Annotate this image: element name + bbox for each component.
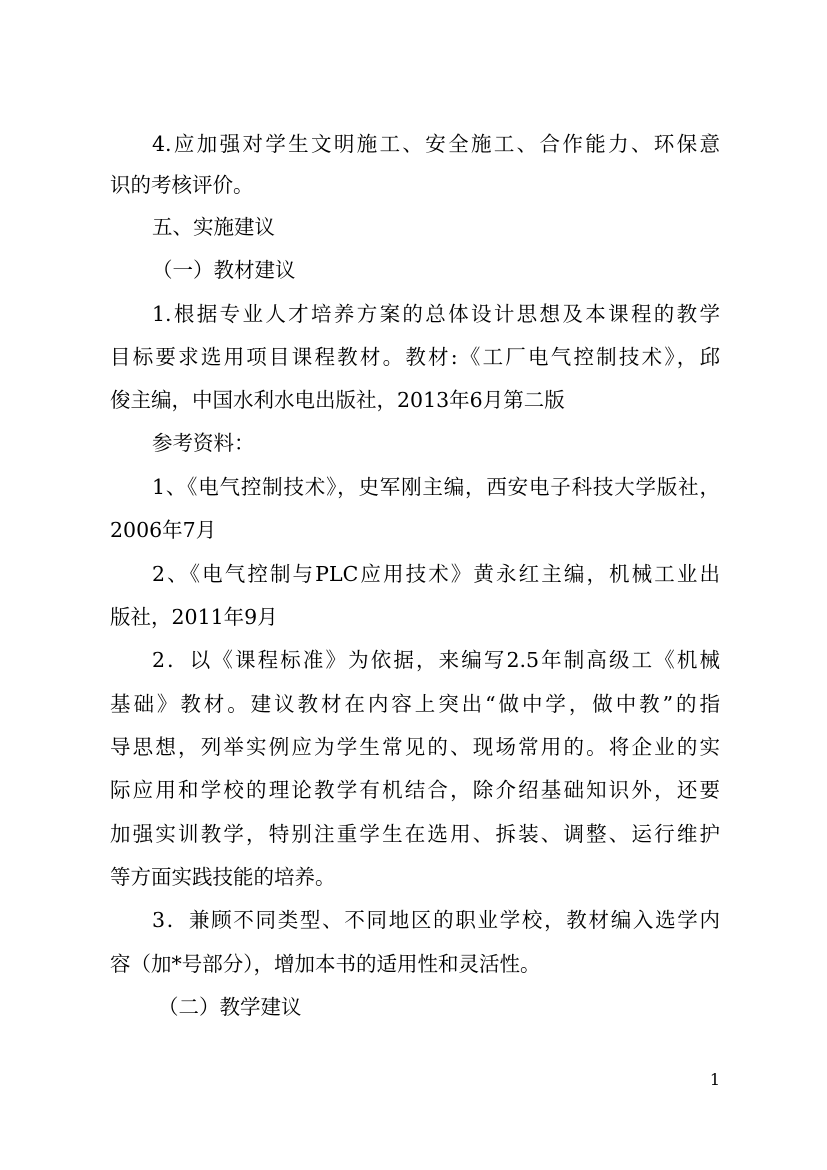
section-heading: 五、实施建议 (152, 215, 275, 239)
paragraph-line: 4.应加强对学生文明施工、安全施工、合作能力、环保意 (152, 132, 720, 156)
paragraph-line: 导思想，列举实例应为学生常见的、现场常用的。将企业的实 (110, 735, 720, 759)
subsection-heading: （一）教材建议 (152, 258, 296, 282)
reference-line: 版社，2011年9月 (110, 605, 278, 629)
reference-line: 2006年7月 (110, 518, 217, 542)
paragraph-line: 目标要求选用项目课程教材。教材:《工厂电气控制技术》，邱 (110, 345, 720, 369)
paragraph-line: 1.根据专业人才培养方案的总体设计思想及本课程的教学 (152, 302, 720, 326)
paragraph-line: 基础》教材。建议教材在内容上突出“做中学，做中教”的指 (110, 692, 720, 716)
paragraph-line: 识的考核评价。 (110, 173, 254, 197)
paragraph-line: 等方面实践技能的培养。 (110, 865, 336, 889)
subsection-heading: （二）教学建议 (158, 995, 302, 1019)
paragraph-line: 际应用和学校的理论教学有机结合，除介绍基础知识外，还要 (110, 778, 720, 802)
paragraph-line: 加强实训教学，特别注重学生在选用、拆装、调整、运行维护 (110, 822, 720, 846)
page-number: 1 (709, 1070, 720, 1089)
reference-line: 1、《电气控制技术》，史军刚主编，西安电子科技大学版社， (152, 475, 720, 499)
paragraph-line: 2．以《课程标准》为依据，来编写2.5年制高级工《机械 (152, 648, 720, 672)
paragraph-line: 俊主编，中国水利水电出版社，2013年6月第二版 (110, 388, 565, 412)
reference-line: 2、《电气控制与PLC应用技术》黄永红主编，机械工业出 (152, 562, 720, 586)
paragraph-line: 容（加*号部分），增加本书的适用性和灵活性。 (110, 952, 541, 976)
paragraph-line: 参考资料： (152, 431, 255, 455)
paragraph-line: 3．兼顾不同类型、不同地区的职业学校，教材编入选学内 (152, 908, 720, 932)
